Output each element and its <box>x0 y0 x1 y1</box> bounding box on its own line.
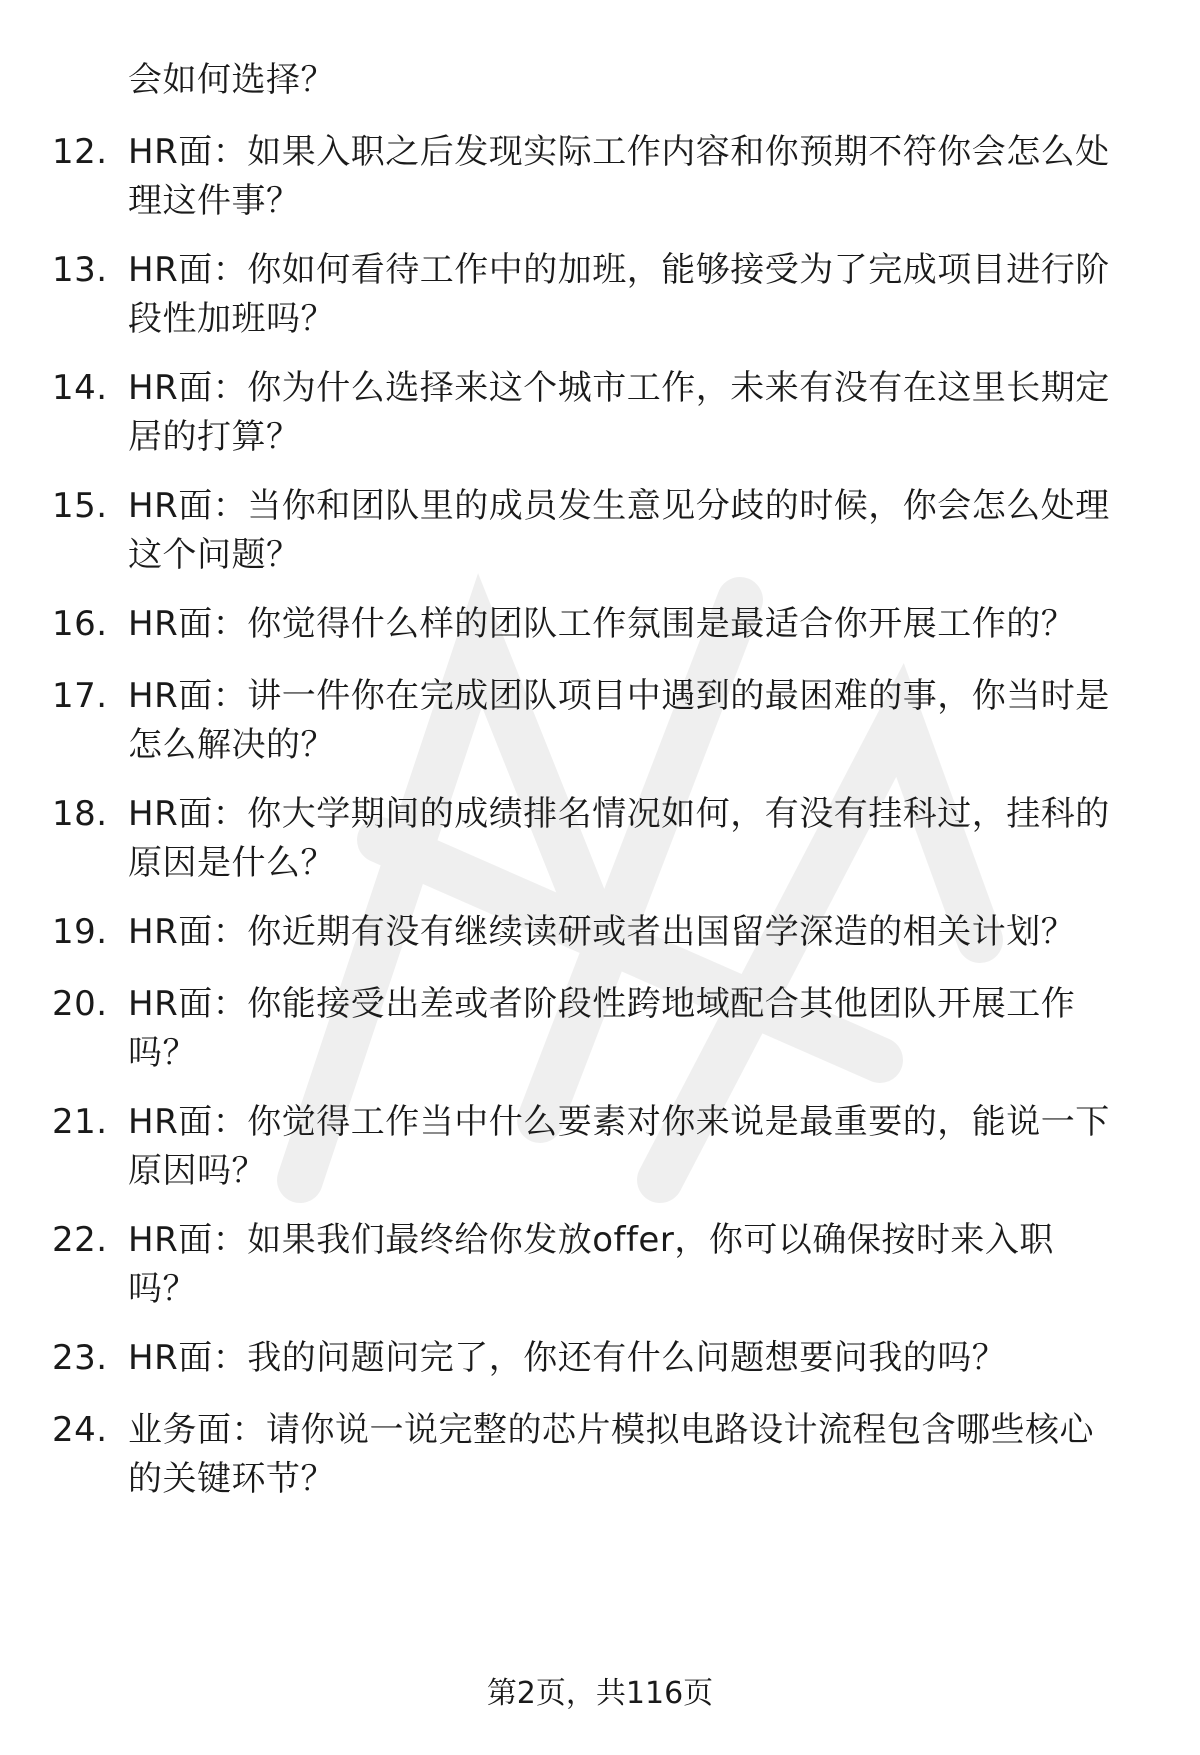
item-line2: 原因吗？ <box>128 1151 266 1191</box>
item-line2: 理这件事？ <box>128 181 301 221</box>
item-number: 24. <box>52 1410 108 1450</box>
item-number: 18. <box>52 794 108 834</box>
item-number: 15. <box>52 486 108 526</box>
item-line1: HR面：你觉得什么样的团队工作氛围是最适合你开展工作的？ <box>128 604 1076 644</box>
item-number: 13. <box>52 250 108 290</box>
item-line1: HR面：你觉得工作当中什么要素对你来说是最重要的，能说一下 <box>128 1102 1110 1142</box>
item-number: 17. <box>52 676 108 716</box>
item-number: 22. <box>52 1220 108 1260</box>
item-line1: HR面：讲一件你在完成团队项目中遇到的最困难的事，你当时是 <box>128 676 1110 716</box>
item-line2: 居的打算？ <box>128 417 301 457</box>
item-line1: HR面：你为什么选择来这个城市工作，未来有没有在这里长期定 <box>128 368 1110 408</box>
item-number: 21. <box>52 1102 108 1142</box>
item-number: 16. <box>52 604 108 644</box>
item-line1: HR面：当你和团队里的成员发生意见分歧的时候，你会怎么处理 <box>128 486 1110 526</box>
continuation-line: 会如何选择？ <box>128 60 335 100</box>
item-line2: 段性加班吗？ <box>128 299 335 339</box>
item-line2: 原因是什么？ <box>128 843 335 883</box>
item-line1: HR面：你如何看待工作中的加班，能够接受为了完成项目进行阶 <box>128 250 1110 290</box>
item-line1: HR面：如果我们最终给你发放offer，你可以确保按时来入职 <box>128 1220 1054 1260</box>
item-line2: 这个问题？ <box>128 535 301 575</box>
item-number: 23. <box>52 1338 108 1378</box>
item-line1: HR面：我的问题问完了，你还有什么问题想要问我的吗？ <box>128 1338 1007 1378</box>
item-line1: HR面：你能接受出差或者阶段性跨地域配合其他团队开展工作 <box>128 984 1076 1024</box>
item-number: 14. <box>52 368 108 408</box>
item-line2: 的关键环节？ <box>128 1459 335 1499</box>
item-number: 20. <box>52 984 108 1024</box>
item-line1: HR面：你近期有没有继续读研或者出国留学深造的相关计划？ <box>128 912 1076 952</box>
item-number: 12. <box>52 132 108 172</box>
page-footer: 第2页，共116页 <box>486 1676 714 1711</box>
item-line1: 业务面：请你说一说完整的芯片模拟电路设计流程包含哪些核心 <box>128 1410 1094 1450</box>
item-line1: HR面：你大学期间的成绩排名情况如何，有没有挂科过，挂科的 <box>128 794 1110 834</box>
item-line1: HR面：如果入职之后发现实际工作内容和你预期不符你会怎么处 <box>128 132 1110 172</box>
item-number: 19. <box>52 912 108 952</box>
item-line2: 吗？ <box>128 1033 197 1073</box>
item-line2: 怎么解决的？ <box>128 725 335 765</box>
item-line2: 吗？ <box>128 1269 197 1309</box>
